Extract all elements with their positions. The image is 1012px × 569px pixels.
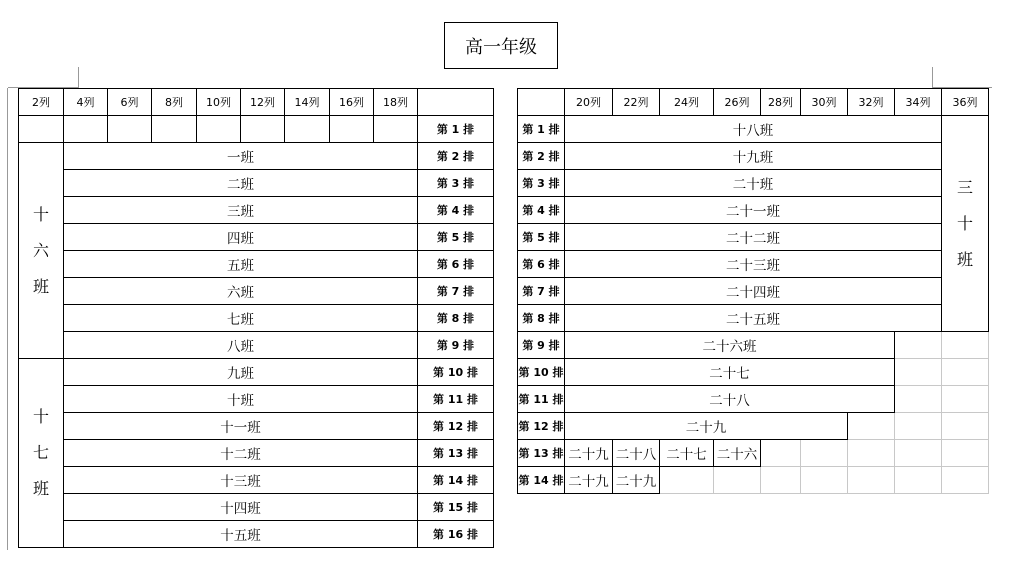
empty-cell [714, 467, 761, 494]
row-label: 第 10 排 [418, 359, 494, 386]
table-row [19, 413, 494, 440]
class-cell: 二十一班 [565, 197, 942, 224]
column-header: 4列 [64, 89, 108, 116]
table-row [518, 440, 989, 467]
left-seating-table [18, 88, 494, 548]
column-header: 10列 [197, 89, 241, 116]
table-row [19, 386, 494, 413]
left-margin-line [7, 88, 8, 550]
row-label: 第 3 排 [418, 170, 494, 197]
class-cell: 二十七 [565, 359, 895, 386]
table-row [19, 170, 494, 197]
corner-cell [418, 89, 494, 116]
class-cell: 四班 [64, 224, 418, 251]
row-label: 第 5 排 [518, 224, 565, 251]
column-header: 26列 [714, 89, 761, 116]
table-row [518, 359, 989, 386]
row-label: 第 2 排 [418, 143, 494, 170]
class-cell: 十八班 [565, 116, 942, 143]
table-row [518, 224, 989, 251]
row-label: 第 5 排 [418, 224, 494, 251]
table-row [518, 116, 989, 143]
empty-cell [895, 440, 942, 467]
class-cell: 七班 [64, 305, 418, 332]
row-label: 第 14 排 [518, 467, 565, 494]
row-label: 第 1 排 [518, 116, 565, 143]
table-row [518, 305, 989, 332]
row-label: 第 6 排 [518, 251, 565, 278]
row-label: 第 8 排 [418, 305, 494, 332]
row-label: 第 8 排 [518, 305, 565, 332]
class-group-char: 班 [32, 276, 49, 296]
class-group-cell [19, 359, 64, 548]
empty-cell [942, 467, 989, 494]
row-label: 第 11 排 [518, 386, 565, 413]
empty-cell [895, 386, 942, 413]
page-title: 高一年级 [444, 22, 558, 69]
class-cell: 二十五班 [565, 305, 942, 332]
row-label: 第 1 排 [418, 116, 494, 143]
table-row [518, 170, 989, 197]
table-row [518, 278, 989, 305]
class-group-char: 班 [32, 479, 49, 498]
table-row [518, 143, 989, 170]
table-row [19, 440, 494, 467]
row-label: 第 15 排 [418, 494, 494, 521]
table-row [19, 278, 494, 305]
table-row [19, 359, 494, 386]
table-row [518, 413, 989, 440]
class-cell: 五班 [64, 251, 418, 278]
empty-cell [848, 413, 895, 440]
column-header: 14列 [285, 89, 330, 116]
column-header-row [19, 89, 494, 116]
row-label: 第 11 排 [418, 386, 494, 413]
column-header: 20列 [565, 89, 613, 116]
class-group-char: 六 [32, 240, 49, 260]
class-cell: 二十八 [613, 440, 660, 467]
empty-cell [942, 386, 989, 413]
class-group-char: 十 [32, 204, 49, 224]
row-label: 第 14 排 [418, 467, 494, 494]
row-label: 第 9 排 [518, 332, 565, 359]
empty-cell [942, 440, 989, 467]
column-header: 34列 [895, 89, 942, 116]
seat-cell [19, 116, 64, 143]
empty-cell [895, 467, 942, 494]
table-row [518, 197, 989, 224]
row-label: 第 4 排 [418, 197, 494, 224]
class-group-cell [942, 116, 989, 332]
empty-cell [801, 440, 848, 467]
seat-cell [64, 116, 108, 143]
class-group-cell [19, 143, 64, 359]
column-header-row [518, 89, 989, 116]
table-row [19, 143, 494, 170]
class-cell: 一班 [64, 143, 418, 170]
crop-mark-right [932, 67, 933, 87]
empty-cell [942, 413, 989, 440]
table-row [19, 116, 494, 143]
table-row [19, 521, 494, 548]
class-cell: 二十九 [565, 440, 613, 467]
row-label: 第 6 排 [418, 251, 494, 278]
class-cell: 九班 [64, 359, 418, 386]
row-label: 第 10 排 [518, 359, 565, 386]
class-cell: 二十六班 [565, 332, 895, 359]
empty-cell [942, 359, 989, 386]
table-row [19, 251, 494, 278]
empty-cell [895, 332, 942, 359]
seat-cell [241, 116, 285, 143]
class-cell: 十三班 [64, 467, 418, 494]
class-cell: 二十班 [565, 170, 942, 197]
table-row [19, 467, 494, 494]
seat-cell [197, 116, 241, 143]
column-header: 18列 [374, 89, 418, 116]
empty-cell [848, 440, 895, 467]
table-row [518, 332, 989, 359]
class-cell: 十五班 [64, 521, 418, 548]
seat-cell [285, 116, 330, 143]
table-row [518, 386, 989, 413]
column-header: 8列 [152, 89, 197, 116]
column-header: 16列 [330, 89, 374, 116]
column-header: 22列 [613, 89, 660, 116]
table-row [19, 197, 494, 224]
row-label: 第 3 排 [518, 170, 565, 197]
class-group-char: 班 [956, 249, 973, 269]
column-header: 32列 [848, 89, 895, 116]
class-group-char: 十 [32, 407, 49, 426]
class-cell: 二十九 [565, 413, 848, 440]
class-cell: 十班 [64, 386, 418, 413]
class-cell: 六班 [64, 278, 418, 305]
column-header: 36列 [942, 89, 989, 116]
class-group-char: 十 [956, 213, 973, 233]
row-label: 第 12 排 [518, 413, 565, 440]
seat-cell [374, 116, 418, 143]
table-row [19, 305, 494, 332]
seat-cell [330, 116, 374, 143]
empty-cell [761, 440, 801, 467]
class-cell: 八班 [64, 332, 418, 359]
table-row [19, 224, 494, 251]
row-label: 第 4 排 [518, 197, 565, 224]
empty-cell [895, 359, 942, 386]
column-header: 30列 [801, 89, 848, 116]
column-header: 2列 [19, 89, 64, 116]
row-label: 第 13 排 [518, 440, 565, 467]
class-cell: 二十九 [565, 467, 613, 494]
empty-cell [848, 467, 895, 494]
table-row [19, 494, 494, 521]
crop-mark-left [78, 67, 79, 87]
column-header: 24列 [660, 89, 714, 116]
corner-cell [518, 89, 565, 116]
empty-cell [895, 413, 942, 440]
seat-cell [108, 116, 152, 143]
row-label: 第 2 排 [518, 143, 565, 170]
row-label: 第 7 排 [518, 278, 565, 305]
class-cell: 十四班 [64, 494, 418, 521]
empty-cell [761, 467, 801, 494]
class-cell: 二十八 [565, 386, 895, 413]
class-cell: 二班 [64, 170, 418, 197]
class-cell: 十九班 [565, 143, 942, 170]
table-row [518, 251, 989, 278]
empty-cell [801, 467, 848, 494]
right-seating-table [517, 88, 989, 494]
column-header: 6列 [108, 89, 152, 116]
table-row [19, 332, 494, 359]
seat-cell [152, 116, 197, 143]
class-cell: 二十七 [660, 440, 714, 467]
row-label: 第 13 排 [418, 440, 494, 467]
class-cell: 二十三班 [565, 251, 942, 278]
class-cell: 二十九 [613, 467, 660, 494]
class-group-char: 三 [956, 177, 973, 197]
class-cell: 十二班 [64, 440, 418, 467]
row-label: 第 7 排 [418, 278, 494, 305]
class-group-char: 七 [32, 443, 49, 462]
row-label: 第 16 排 [418, 521, 494, 548]
table-row [518, 467, 989, 494]
empty-cell [660, 467, 714, 494]
row-label: 第 9 排 [418, 332, 494, 359]
class-cell: 二十四班 [565, 278, 942, 305]
empty-cell [942, 332, 989, 359]
column-header: 28列 [761, 89, 801, 116]
class-cell: 二十六 [714, 440, 761, 467]
class-cell: 二十二班 [565, 224, 942, 251]
class-cell: 十一班 [64, 413, 418, 440]
class-cell: 三班 [64, 197, 418, 224]
column-header: 12列 [241, 89, 285, 116]
row-label: 第 12 排 [418, 413, 494, 440]
